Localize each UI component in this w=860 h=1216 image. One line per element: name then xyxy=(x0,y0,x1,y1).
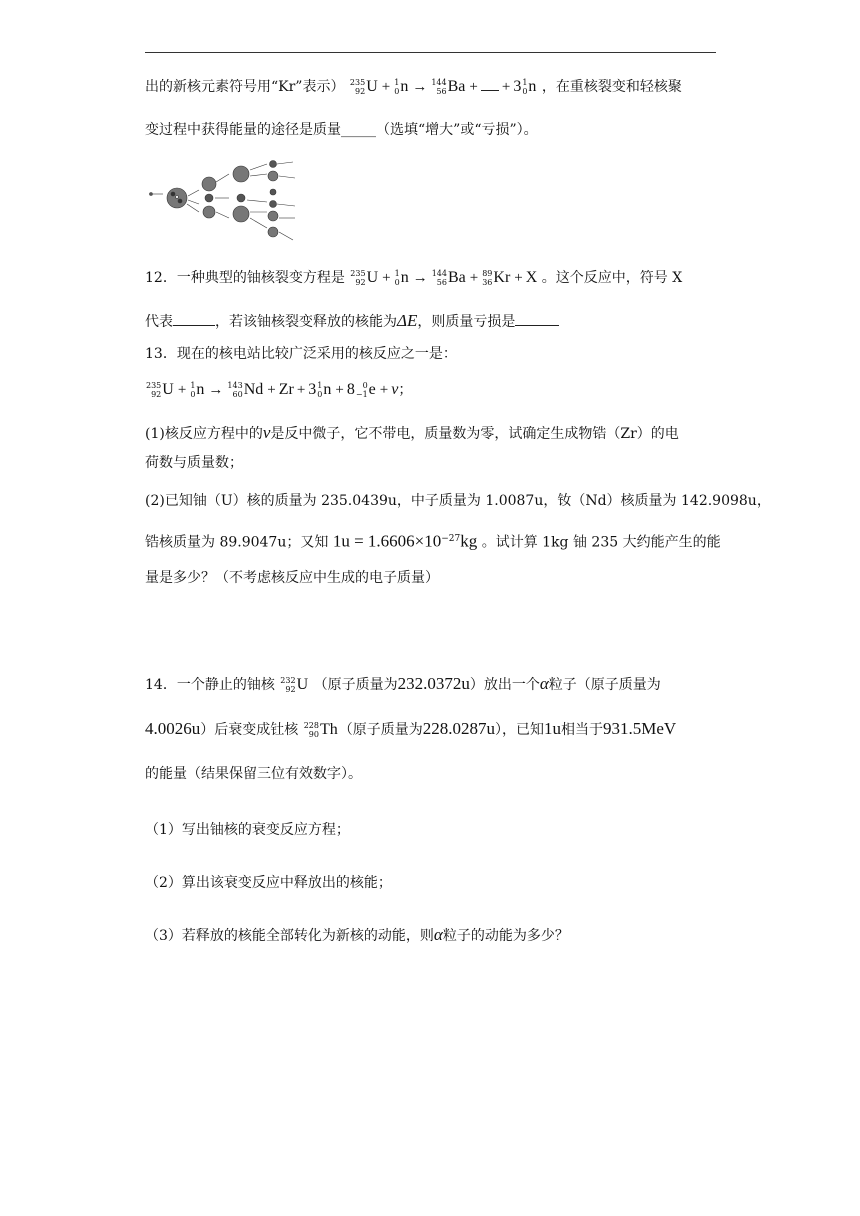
intro-text-b: ，在重核裂变和轻核聚 xyxy=(541,79,682,95)
q14-text-g: ），已知 xyxy=(495,722,545,738)
nuclide-neutron xyxy=(395,268,409,288)
q13-part2-line-2 xyxy=(145,529,721,553)
symbol-x: X xyxy=(525,269,538,286)
atomic-number: 92 xyxy=(355,278,366,287)
mass-number: 143 xyxy=(227,381,243,390)
atomic-number: 60 xyxy=(232,390,243,399)
nuclide-neutron xyxy=(190,380,204,400)
symbol-nu: ν xyxy=(391,381,399,398)
mass-number: 1 xyxy=(394,78,400,87)
q13-p2-text-b: 锆核质量为 89.9047u；又知 xyxy=(145,534,329,551)
mass-number: 1 xyxy=(317,381,323,390)
q12-text-c: 代表 xyxy=(145,314,173,330)
unit-kg: kg xyxy=(460,531,478,551)
atomic-number: 56 xyxy=(436,87,447,96)
q13-part1-line-1 xyxy=(145,423,679,444)
equation-end: ； xyxy=(398,382,413,398)
nuclide-ba144 xyxy=(431,77,465,97)
plus-sign: + xyxy=(469,79,478,95)
symbol-alpha: α xyxy=(433,925,443,944)
symbol-nu: ν xyxy=(262,423,271,442)
mass-number: 235 xyxy=(349,78,366,87)
q14-text-d: 粒子（原子质量为 xyxy=(548,677,661,693)
symbol-n: n xyxy=(400,269,409,286)
mass-number: 144 xyxy=(431,269,447,278)
q14-text-a: 14．一个静止的铀核 xyxy=(145,677,275,693)
atomic-number: 92 xyxy=(285,685,296,694)
q12-blank-2[interactable] xyxy=(515,311,559,326)
plus-sign: + xyxy=(382,270,391,286)
q14-text-e: ）后衰变成钍核 xyxy=(200,722,299,738)
mass-thorium: 228.0287u xyxy=(422,719,496,738)
atomic-number: 92 xyxy=(355,87,366,96)
q14-sub-3 xyxy=(145,925,569,946)
mass-number: 228 xyxy=(303,721,319,730)
atomic-number: 0 xyxy=(394,278,400,287)
plus-sign: + xyxy=(514,270,523,286)
q14-sub-1: （1）写出铀核的衰变反应方程； xyxy=(145,822,350,838)
q12-text-a: 12．一种典型的铀核裂变方程是 xyxy=(145,270,345,286)
q12-text-d: ，若该铀核裂变释放的核能为 xyxy=(215,314,397,330)
q14-sub-2: （2）算出该衰变反应中释放出的核能； xyxy=(145,875,392,891)
q14-text-c: ）放出一个 xyxy=(469,677,540,693)
nuclide-electron xyxy=(356,380,376,400)
q14-text-b: （原子质量为 xyxy=(313,677,398,693)
arrow: → xyxy=(208,382,224,398)
atomic-number: 92 xyxy=(151,390,162,399)
mass-number: 235 xyxy=(146,381,162,390)
plus-sign: + xyxy=(296,382,306,398)
q13-part1-line-2: 荷数与质量数； xyxy=(145,455,243,471)
q12-text-e: ，则质量亏损是 xyxy=(417,314,516,330)
q13-p1-text-b: 是反中微子，它不带电，质量数为零，试确定生成物锆（Zr）的电 xyxy=(270,426,679,442)
q14-text-h: 相当于 xyxy=(561,722,604,738)
delta-e: ΔE xyxy=(397,311,418,330)
coefficient: 8 xyxy=(346,381,355,398)
plus-sign: + xyxy=(379,382,389,398)
nuclide-u235 xyxy=(350,268,378,288)
nuclide-th228 xyxy=(304,720,338,740)
q13-p1-text-a: (1)核反应方程中的 xyxy=(145,426,263,442)
plus-sign: + xyxy=(381,79,391,95)
unit-conversion: 1u = 1.6606×10 xyxy=(332,531,442,551)
q14-text-f: （原子质量为 xyxy=(338,722,423,738)
q14-line-3: 的能量（结果保留三位有效数字）。 xyxy=(145,766,362,782)
plus-sign: + xyxy=(267,382,276,398)
nuclide-u232 xyxy=(280,675,308,695)
energy-value: 931.5MeV xyxy=(603,719,677,738)
q13-part2-line-1: (2)已知铀（U）核的质量为 235.0439u，中子质量为 1.0087u，钕（Nd）核质量为 142.9098u， xyxy=(145,493,771,509)
q12-blank-1[interactable] xyxy=(173,311,215,326)
q14-s3-text-b: 粒子的动能为多少？ xyxy=(442,928,569,944)
one-u: 1u xyxy=(544,719,562,738)
intro-text-a: 出的新核元素符号用“Kr”表示） xyxy=(145,79,345,95)
symbol-e: e xyxy=(368,381,376,398)
atomic-number: 36 xyxy=(482,278,493,287)
q13-equation xyxy=(145,380,412,400)
nuclide-u235 xyxy=(146,380,174,400)
symbol-zr: Zr xyxy=(278,381,294,398)
mass-uranium: 232.0372u xyxy=(397,674,470,693)
symbol-u: U xyxy=(162,381,174,398)
symbol-th: Th xyxy=(319,721,338,738)
plus-sign: + xyxy=(469,270,479,286)
symbol-n: n xyxy=(528,78,537,95)
atomic-number: 0 xyxy=(317,390,323,399)
q14-line-1 xyxy=(145,674,661,695)
coefficient: 3 xyxy=(308,381,317,398)
atomic-number: 90 xyxy=(308,730,319,739)
arrow: → xyxy=(412,79,428,95)
atomic-number: 0 xyxy=(190,390,196,399)
symbol-n: n xyxy=(323,381,332,398)
symbol-ba: Ba xyxy=(447,269,466,286)
coefficient: 3 xyxy=(513,78,522,95)
symbol-u: U xyxy=(366,269,379,286)
mass-number: 1 xyxy=(522,78,528,87)
mass-number: 1 xyxy=(394,269,400,278)
q12-line-2 xyxy=(145,311,559,332)
header-rule xyxy=(145,52,716,53)
nuclide-neutron xyxy=(317,380,331,400)
answer-blank[interactable] xyxy=(481,76,499,91)
intro-line-2: 变过程中获得能量的途径是质量_____（选填“增大”或“亏损”）。 xyxy=(145,122,538,138)
exponent: −27 xyxy=(441,534,461,544)
symbol-u: U xyxy=(296,676,309,693)
q13-title: 13．现在的核电站比较广泛采用的核反应之一是： xyxy=(145,346,457,362)
plus-sign: + xyxy=(177,382,187,398)
atomic-number: 0 xyxy=(394,87,400,96)
plus-sign: + xyxy=(501,79,511,95)
plus-sign: + xyxy=(335,382,344,398)
q13-part2-line-3: 量是多少？（不考虑核反应中生成的电子质量） xyxy=(145,570,439,586)
nuclide-u235 xyxy=(350,77,378,97)
q14-line-2 xyxy=(145,719,676,740)
symbol-ba: Ba xyxy=(447,78,466,95)
symbol-u: U xyxy=(366,78,378,95)
mass-number: 144 xyxy=(431,78,447,87)
symbol-nd: Nd xyxy=(243,381,264,398)
nuclide-nd143 xyxy=(227,380,263,400)
chain-reaction-figure xyxy=(143,160,303,246)
mass-number: 232 xyxy=(280,676,296,685)
mass-number: 235 xyxy=(350,269,366,278)
arrow: → xyxy=(412,270,428,286)
mass-number: 0 xyxy=(362,381,368,390)
symbol-kr: Kr xyxy=(493,269,511,286)
nuclide-ba144 xyxy=(432,268,466,288)
symbol-n: n xyxy=(196,381,205,398)
q12-text-b: 。这个反应中，符号 X xyxy=(541,270,683,286)
mass-number: 1 xyxy=(190,381,196,390)
mass-alpha: 4.0026u xyxy=(145,719,201,738)
q14-s3-text-a: （3）若释放的核能全部转化为新核的动能，则 xyxy=(145,928,434,944)
q12-line-1 xyxy=(145,268,682,288)
nuclide-neutron xyxy=(394,77,408,97)
atomic-number: −1 xyxy=(355,390,368,399)
symbol-alpha: α xyxy=(539,674,549,693)
atomic-number: 0 xyxy=(522,87,528,96)
nuclide-neutron xyxy=(522,77,536,97)
mass-number: 89 xyxy=(482,269,493,278)
symbol-n: n xyxy=(400,78,409,95)
q13-p2-text-c: 。试计算 1kg 铀 235 大约能产生的能 xyxy=(481,534,721,551)
nuclide-kr89 xyxy=(482,268,510,288)
intro-line-1 xyxy=(145,76,682,97)
atomic-number: 56 xyxy=(436,278,447,287)
